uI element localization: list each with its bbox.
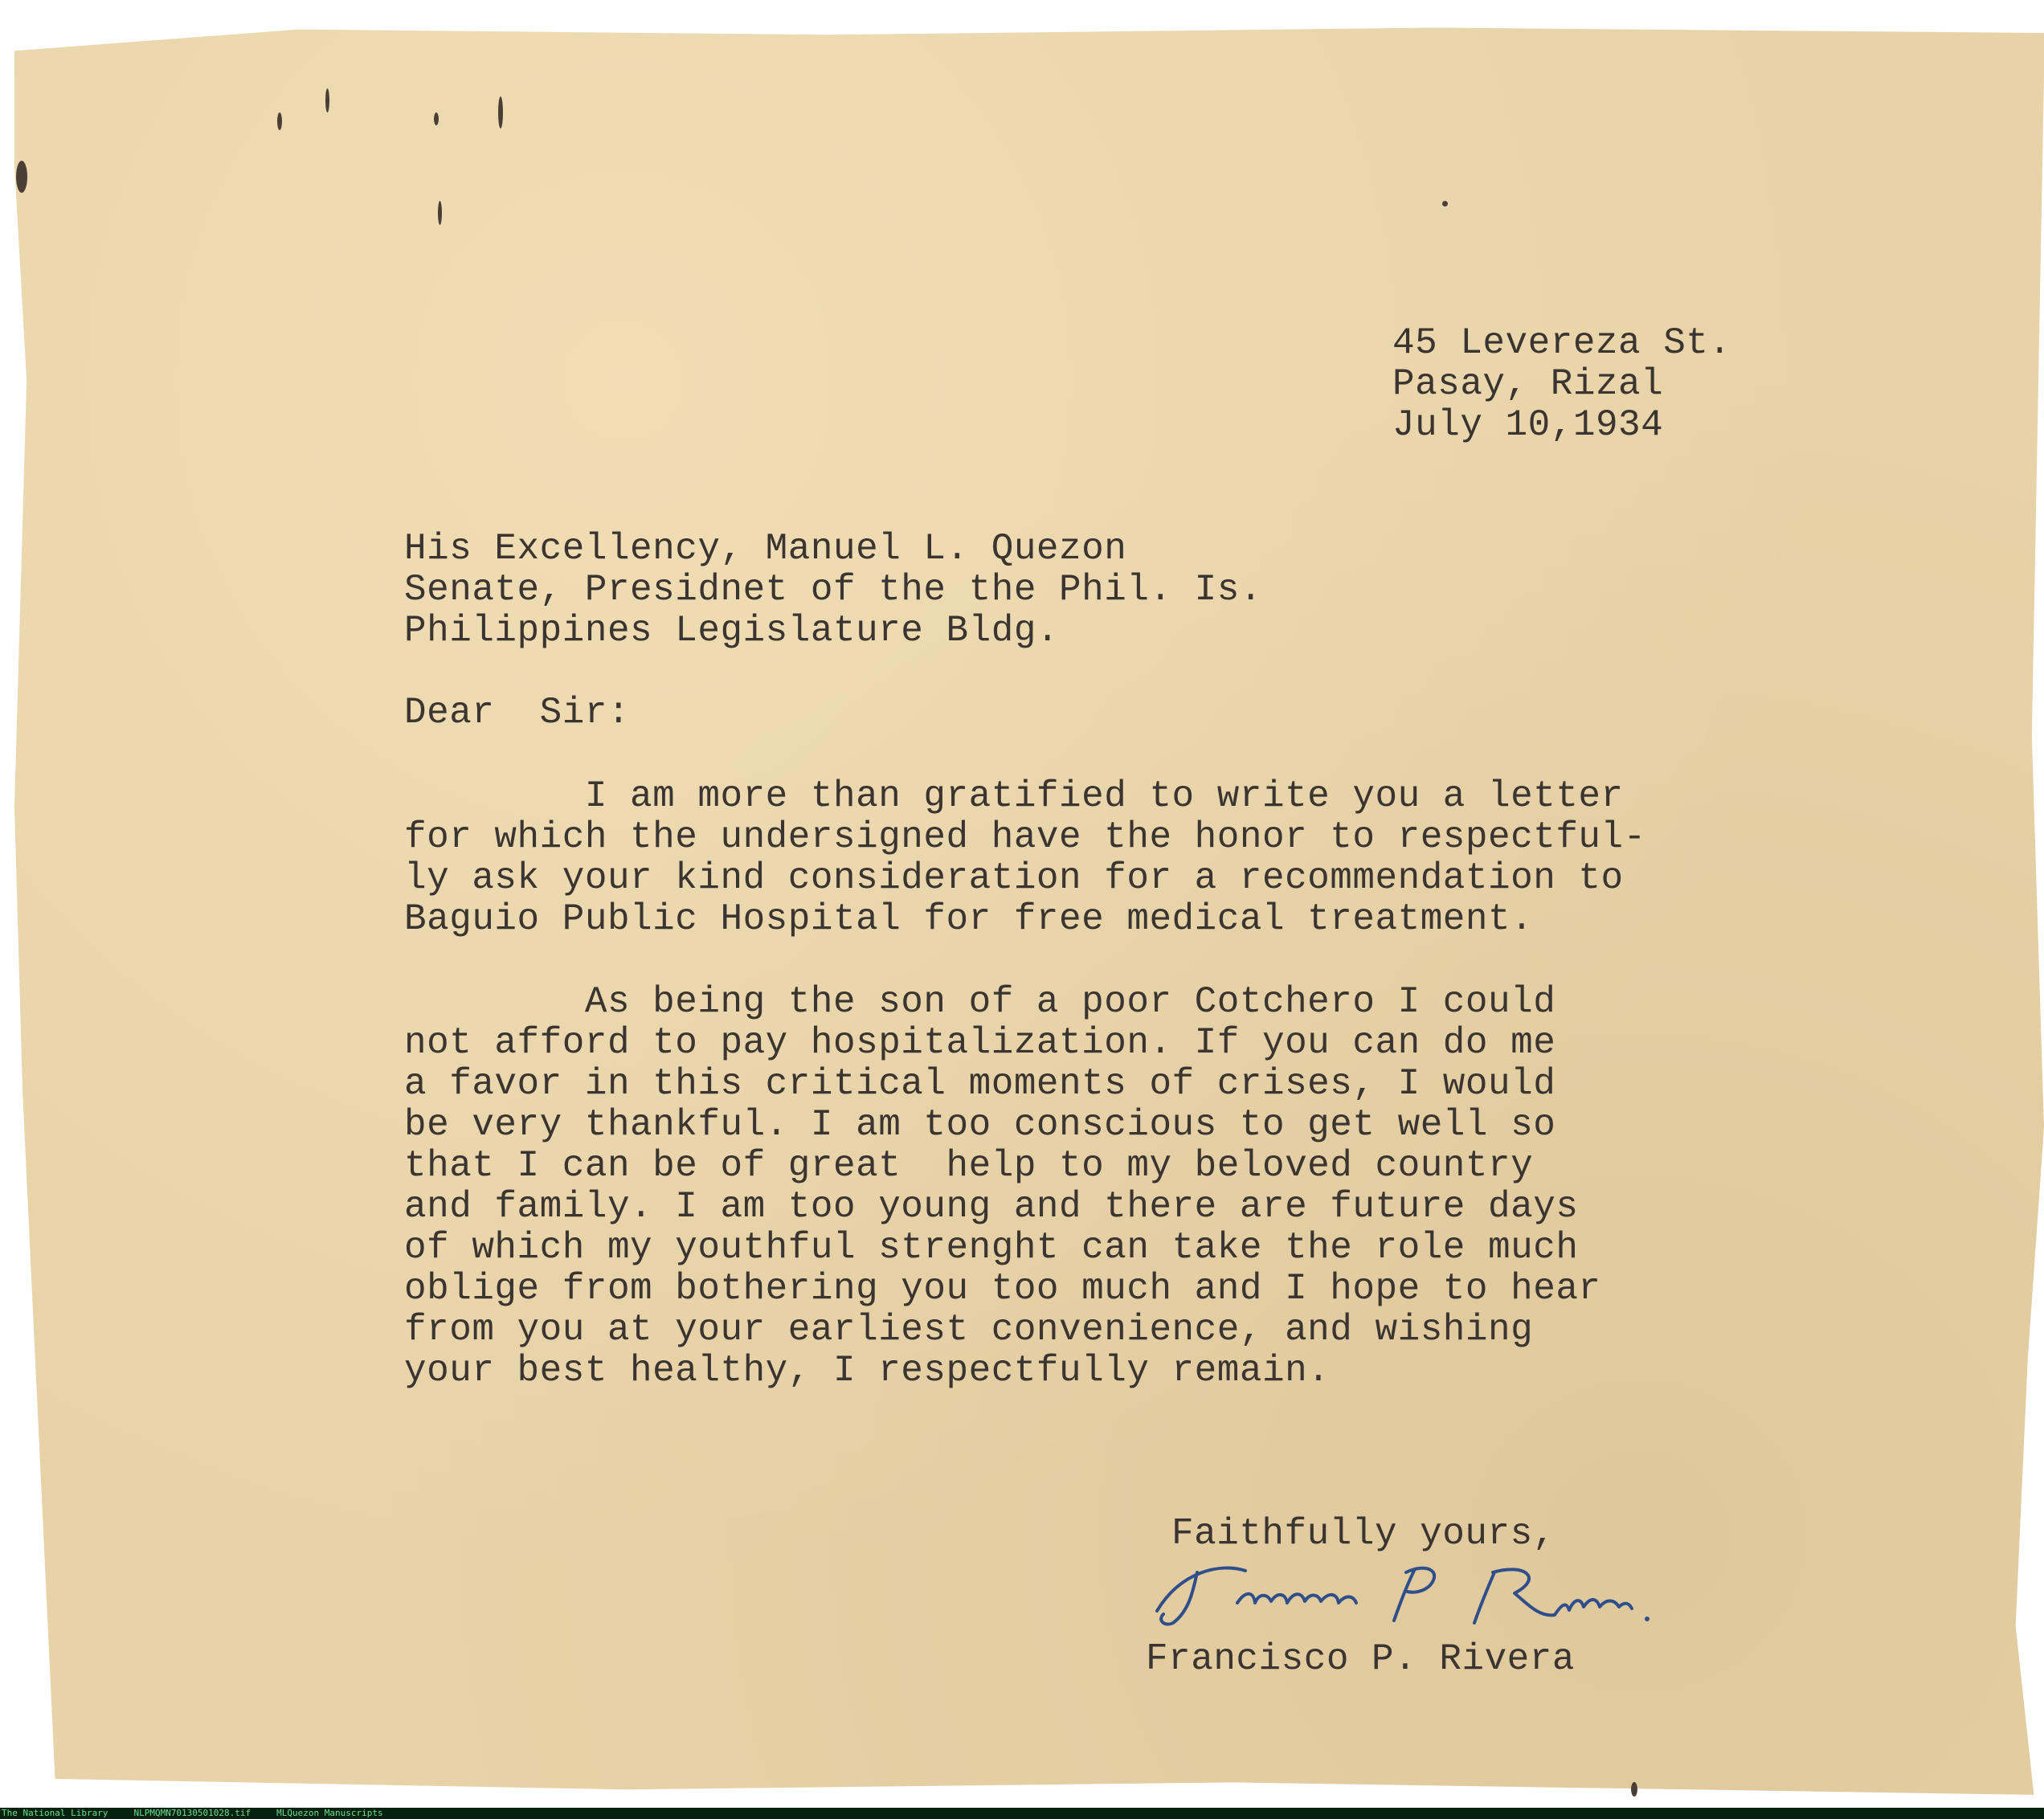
recipient-line: His Excellency, Manuel L. Quezon [404, 528, 1127, 570]
body-line: a favor in this critical moments of crises, I would [404, 1063, 1556, 1105]
body-line: I am more than gratified to write you a letter [404, 775, 1624, 817]
body-line: Baguio Public Hospital for free medical treatment. [404, 898, 1534, 940]
ink-speck [1631, 1782, 1637, 1797]
recipient-block [404, 529, 1262, 652]
ink-speck [1442, 201, 1448, 206]
body-line: not afford to pay hospitalization. If you can do me [404, 1022, 1556, 1064]
address-city: Pasay, Rizal [1392, 363, 1664, 405]
recipient-line: Senate, Presidnet of the the Phil. Is. [404, 569, 1262, 611]
ink-speck [277, 112, 282, 130]
body-line: As being the son of a poor Cotchero I could [404, 981, 1556, 1023]
address-street: 45 Levereza St. [1392, 322, 1731, 364]
body-line: of which my youthful strenght can take the role much [404, 1227, 1579, 1269]
ink-speck [438, 201, 442, 225]
body-line: ly ask your kind consideration for a recommendation to [404, 857, 1624, 899]
body-line: be very thankful. I am too conscious to get well so [404, 1104, 1556, 1146]
body-paragraph-2 [404, 982, 1601, 1392]
typed-signature-name: Francisco P. Rivera [1146, 1638, 1575, 1680]
body-paragraph-1 [404, 776, 1646, 940]
archive-footer-bar [0, 1808, 2044, 1819]
body-line: oblige from bothering you too much and I hope to hear [404, 1268, 1601, 1310]
handwritten-signature [1149, 1555, 1655, 1631]
ink-speck [498, 96, 503, 129]
recipient-line: Philippines Legislature Bldg. [404, 610, 1060, 652]
closing: Faithfully yours, [1171, 1513, 1555, 1555]
sender-address [1392, 323, 1731, 446]
salutation: Dear Sir: [404, 692, 631, 734]
body-line: that I can be of great help to my beloved country [404, 1145, 1534, 1187]
footer-file-name: NLPMQMN70130501028.tif [133, 1808, 251, 1818]
body-line: from you at your earliest convenience, and wishing [404, 1309, 1534, 1351]
letter-date: July 10,1934 [1392, 404, 1664, 446]
ink-speck [16, 161, 27, 193]
body-line: your best healthy, I respectfully remain. [404, 1350, 1331, 1392]
body-line: for which the undersigned have the honor to respectful- [404, 816, 1646, 858]
footer-collection: MLQuezon Manuscripts [276, 1808, 383, 1818]
body-line: and family. I am too young and there are future days [404, 1186, 1579, 1228]
ink-speck [434, 112, 439, 125]
footer-institution: The National Library [2, 1808, 108, 1818]
ink-speck [325, 88, 329, 112]
